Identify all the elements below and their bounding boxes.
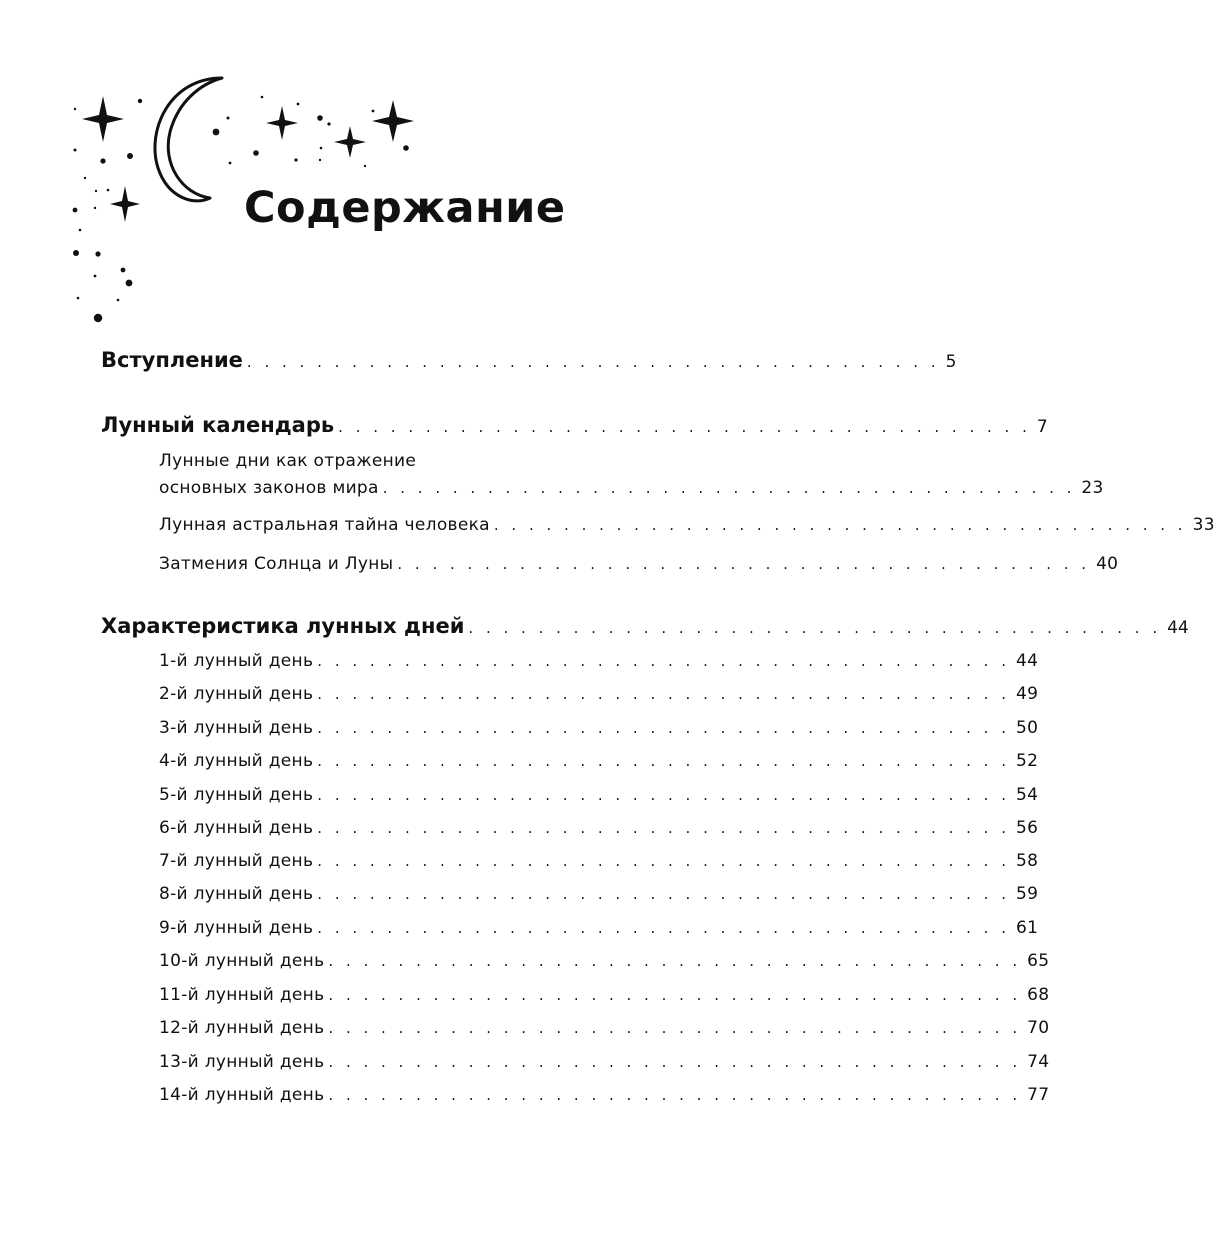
toc-entry-day[interactable] — [0, 684, 1039, 704]
entry-title: 12-й лунный день — [159, 1018, 325, 1038]
toc-entry-astral-secret[interactable] — [0, 515, 1215, 535]
page-number: 7 — [1036, 417, 1048, 437]
page-number: 33 — [1192, 515, 1215, 535]
page-number: 58 — [1015, 851, 1039, 871]
entry-title: 14-й лунный день — [159, 1085, 325, 1105]
entry-title: 8-й лунный день — [159, 884, 314, 904]
toc-entry-day[interactable] — [0, 718, 1039, 738]
page-number: 56 — [1015, 818, 1039, 838]
dot-leader: . . . . . . . . . . . . . . . . . . . . . . . . . . . . . . . . . . . . . . . . — [328, 1086, 1022, 1104]
toc-section-lunar-days[interactable] — [0, 614, 1189, 638]
dot-leader: . . . . . . . . . . . . . . . . . . . . . . . . . . . . . . . . . . . . . . . . — [328, 952, 1022, 970]
dot-leader: . . . . . . . . . . . . . . . . . . . . . . . . . . . . . . . . . . . . . . . . — [317, 819, 1010, 837]
toc-entry-day[interactable] — [0, 951, 1050, 971]
entry-title: 11-й лунный день — [159, 985, 325, 1005]
toc-entry-day[interactable] — [0, 884, 1039, 904]
section-title: Характеристика лунных дней — [101, 614, 465, 638]
dot-leader: . . . . . . . . . . . . . . . . . . . . . . . . . . . . . . . . . . . . . . . . — [328, 1053, 1022, 1071]
toc-entry-day[interactable] — [0, 985, 1050, 1005]
dot-leader: . . . . . . . . . . . . . . . . . . . . . . . . . . . . . . . . . . . . . . . . — [493, 516, 1187, 534]
toc-entry-label-line1[interactable]: Лунные дни как отражение — [159, 451, 417, 471]
entry-title: Лунная астральная тайна человека — [159, 515, 490, 535]
page-number: 52 — [1015, 751, 1039, 771]
page-number: 44 — [1015, 651, 1039, 671]
entry-title: 9-й лунный день — [159, 918, 314, 938]
entry-title: 5-й лунный день — [159, 785, 314, 805]
dot-leader: . . . . . . . . . . . . . . . . . . . . . . . . . . . . . . . . . . . . . . . . — [317, 685, 1010, 703]
dot-leader: . . . . . . . . . . . . . . . . . . . . . . . . . . . . . . . . . . . . . . . . — [328, 1019, 1022, 1037]
toc-entry-eclipses[interactable] — [0, 554, 1119, 574]
entry-title: 4-й лунный день — [159, 751, 314, 771]
toc-section-lunar-calendar[interactable] — [0, 413, 1048, 437]
dot-leader: . . . . . . . . . . . . . . . . . . . . . . . . . . . . . . . . . . . . . . . . — [338, 418, 1031, 436]
page-number: 68 — [1027, 985, 1050, 1005]
toc-section-intro[interactable] — [0, 348, 957, 372]
dot-leader: . . . . . . . . . . . . . . . . . . . . . . . . . . . . . . . . . . . . . . . . — [317, 752, 1010, 770]
toc-entry-day[interactable] — [0, 1085, 1050, 1105]
page-number: 49 — [1015, 684, 1039, 704]
section-title: Вступление — [101, 348, 243, 372]
page-title: Содержание — [244, 183, 566, 233]
dot-leader: . . . . . . . . . . . . . . . . . . . . . . . . . . . . . . . . . . . . . . . . — [317, 885, 1010, 903]
toc-entry-day[interactable] — [0, 918, 1039, 938]
dot-leader: . . . . . . . . . . . . . . . . . . . . . . . . . . . . . . . . . . . . . . . . — [382, 479, 1076, 497]
toc-entry-day[interactable] — [0, 651, 1039, 671]
entry-title: основных законов мира — [159, 478, 379, 498]
toc-entry-day[interactable] — [0, 751, 1039, 771]
page-number: 50 — [1015, 718, 1039, 738]
toc-entry-day[interactable] — [0, 1052, 1050, 1072]
page-number: 54 — [1015, 785, 1039, 805]
toc-entry-day[interactable] — [0, 1018, 1050, 1038]
entry-title: Затмения Солнца и Луны — [159, 554, 394, 574]
entry-title: 10-й лунный день — [159, 951, 325, 971]
toc-entry-day[interactable] — [0, 785, 1039, 805]
page-number: 65 — [1027, 951, 1050, 971]
dot-leader: . . . . . . . . . . . . . . . . . . . . . . . . . . . . . . . . . . . . . . . . — [328, 986, 1022, 1004]
section-title: Лунный календарь — [101, 413, 335, 437]
dot-leader: . . . . . . . . . . . . . . . . . . . . . . . . . . . . . . . . . . . . . . . . — [397, 555, 1091, 573]
page-number: 23 — [1081, 478, 1104, 498]
page-number: 5 — [945, 352, 957, 372]
page-number: 40 — [1096, 554, 1119, 574]
entry-title: 3-й лунный день — [159, 718, 314, 738]
dot-leader: . . . . . . . . . . . . . . . . . . . . . . . . . . . . . . . . . . . . . . . . — [317, 919, 1010, 937]
entry-title: 2-й лунный день — [159, 684, 314, 704]
dot-leader: . . . . . . . . . . . . . . . . . . . . . . . . . . . . . . . . . . . . . . . . — [317, 719, 1010, 737]
page-number: 61 — [1015, 918, 1039, 938]
dot-leader: . . . . . . . . . . . . . . . . . . . . . . . . . . . . . . . . . . . . . . . . — [317, 852, 1010, 870]
toc-entry-day[interactable] — [0, 818, 1039, 838]
page-number: 59 — [1015, 884, 1039, 904]
toc-entry-laws[interactable] — [0, 478, 1104, 498]
dot-leader: . . . . . . . . . . . . . . . . . . . . . . . . . . . . . . . . . . . . . . . . — [317, 786, 1010, 804]
page-number: 44 — [1167, 618, 1189, 638]
page-number: 74 — [1027, 1052, 1050, 1072]
dot-leader: . . . . . . . . . . . . . . . . . . . . . . . . . . . . . . . . . . . . . . . . — [246, 353, 940, 371]
entry-title: 13-й лунный день — [159, 1052, 325, 1072]
dot-leader: . . . . . . . . . . . . . . . . . . . . . . . . . . . . . . . . . . . . . . . . — [317, 652, 1010, 670]
dot-leader: . . . . . . . . . . . . . . . . . . . . . . . . . . . . . . . . . . . . . . . . — [468, 619, 1162, 637]
entry-title: 1-й лунный день — [159, 651, 314, 671]
page-number: 77 — [1027, 1085, 1050, 1105]
page-number: 70 — [1027, 1018, 1050, 1038]
entry-title: 6-й лунный день — [159, 818, 314, 838]
toc-entry-day[interactable] — [0, 851, 1039, 871]
entry-title: 7-й лунный день — [159, 851, 314, 871]
